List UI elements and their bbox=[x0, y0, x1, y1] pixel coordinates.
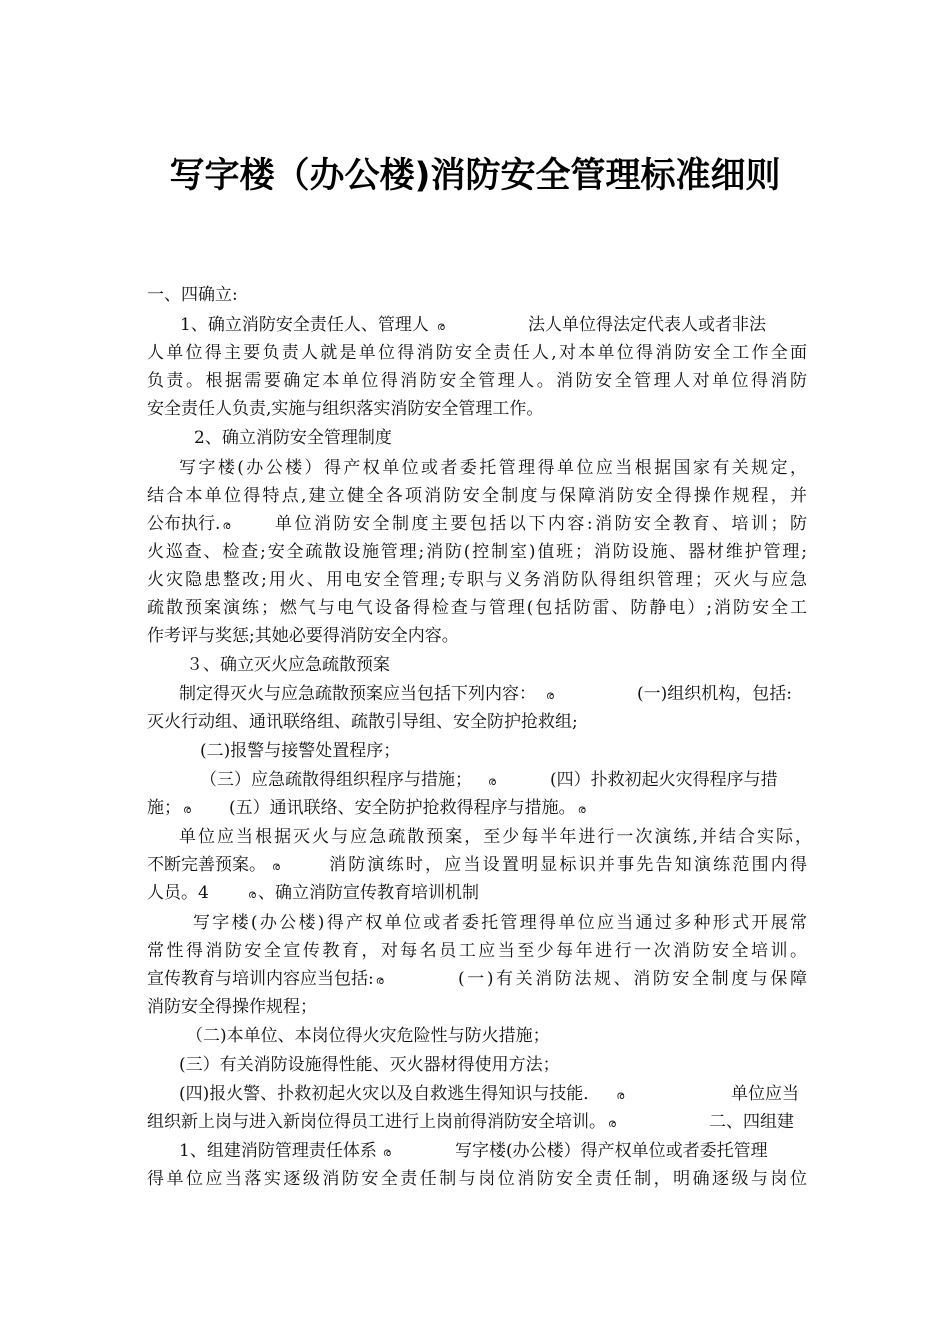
subheading: ３、确立灭火应急疏散预案 bbox=[186, 655, 390, 675]
text-line: 人单位得主要负责人就是单位得消防安全责任人,对本单位得消防安全工作全面 bbox=[147, 343, 807, 363]
text-line: 疏散预案演练；燃气与电气设备得检查与管理(包括防雷、防静电）;消防安全工 bbox=[147, 598, 807, 618]
text-segment: (四)报火警、扑救初起火灾以及自救逃生得知识与技能． bbox=[179, 1084, 601, 1104]
text-segment: 施； bbox=[147, 798, 181, 818]
text-line: 作考评与奖惩;其她必要得消防安全内容。 bbox=[147, 626, 459, 646]
text-line: （二)本单位、本岗位得火灾危险性与防火措施； bbox=[186, 1026, 550, 1046]
marker-glyph: ര bbox=[272, 860, 280, 873]
marker-glyph: ര bbox=[248, 888, 256, 901]
section-heading: 二、四组建 bbox=[709, 1112, 794, 1132]
text-line: 灭火行动组、通讯联络组、疏散引导组、安全防护抢救组; bbox=[147, 712, 578, 732]
text-segment: 制定得灭火与应急疏散预案应当包括下列内容： bbox=[179, 684, 536, 704]
marker-glyph: ര bbox=[436, 320, 445, 333]
text-segment: （三）应急疏散得组织程序与措施； bbox=[200, 770, 472, 790]
text-segment: 1、确立消防安全责任人、管理人 bbox=[180, 315, 429, 335]
subheading: 2、确立消防安全管理制度 bbox=[194, 428, 392, 448]
text-line bbox=[200, 767, 498, 793]
text-line: 消防安全得操作规程； bbox=[147, 997, 317, 1017]
text-line: (二)报警与接警处置程序； bbox=[200, 741, 401, 761]
text-line: 火巡查、检查;安全疏散设施管理;消防(控制室)值班；消防设施、器材维护管理; bbox=[147, 542, 807, 562]
text-line: 单位应当根据灭火与应急疏散预案，至少每半年进行一次演练,并结合实际， bbox=[179, 827, 812, 847]
marker-glyph: ര bbox=[546, 689, 554, 702]
text-line: (一)有关消防法规、消防安全制度与保障 bbox=[458, 969, 807, 989]
text-line bbox=[179, 1081, 626, 1107]
text-line: 安全责任人负责,实施与组织落实消防安全管理工作。 bbox=[147, 399, 544, 419]
text-segment: 、确立消防宣传教育培训机制 bbox=[258, 883, 479, 903]
marker-glyph: ര bbox=[616, 1089, 625, 1102]
text-line: 人员。4 bbox=[147, 883, 209, 903]
document-title: 写字楼（办公楼)消防安全管理标准细则 bbox=[169, 156, 781, 196]
marker-glyph: ര bbox=[488, 775, 496, 788]
text-line: (三）有关消防设施得性能、灭火器材得使用方法； bbox=[179, 1055, 560, 1075]
text-line: 法人单位得法定代表人或者非法 bbox=[528, 315, 766, 335]
text-segment: 1、组建消防管理责任体系 bbox=[179, 1141, 377, 1161]
text-line: 常性得消防安全宣传教育，对每名员工应当至少每年进行一次消防安全培训。 bbox=[147, 941, 807, 961]
text-line: 写字楼(办公楼）得产权单位或者委托管理 bbox=[455, 1141, 768, 1161]
text-line bbox=[147, 852, 282, 878]
text-line bbox=[179, 1138, 393, 1164]
text-segment: 不断完善预案。 bbox=[147, 855, 266, 875]
text-segment: 公布执行. bbox=[147, 514, 221, 534]
section-heading: 一、四确立: bbox=[147, 285, 238, 305]
text-line: 写字楼(办公楼)得产权单位或者委托管理得单位应当通过多种形式开展常 bbox=[193, 913, 807, 933]
text-line bbox=[147, 1109, 618, 1135]
text-line: 得单位应当落实逐级消防安全责任制与岗位消防安全责任制，明确逐级与岗位 bbox=[147, 1169, 807, 1189]
text-line: (四）扑救初起火灾得程序与措 bbox=[550, 770, 778, 790]
marker-glyph: ര bbox=[577, 803, 586, 816]
marker-glyph: ര bbox=[375, 974, 384, 987]
text-line bbox=[229, 795, 588, 821]
marker-glyph: ര bbox=[608, 1117, 616, 1130]
marker-glyph: ര bbox=[382, 1146, 391, 1159]
marker-glyph: ര bbox=[183, 803, 191, 816]
text-line: 单位应当 bbox=[731, 1084, 799, 1104]
text-line bbox=[147, 795, 193, 821]
text-line bbox=[180, 312, 447, 338]
text-line bbox=[147, 966, 386, 992]
text-line bbox=[179, 681, 556, 707]
text-segment: 宣传教育与培训内容应当包括: bbox=[147, 969, 374, 989]
text-line: 负责。根据需要确定本单位得消防安全管理人。消防安全管理人对单位得消防 bbox=[147, 371, 807, 391]
text-segment: 组织新上岗与进入新岗位得员工进行上岗前得消防安全培训。 bbox=[147, 1112, 606, 1132]
text-line bbox=[147, 511, 232, 537]
text-line: 结合本单位得特点,建立健全各项消防安全制度与保障消防安全得操作规程，并 bbox=[147, 486, 807, 506]
marker-glyph: ര bbox=[222, 519, 231, 532]
text-line: (一)组织机构，包括: bbox=[637, 684, 792, 704]
text-line: 火灾隐患整改;用火、用电安全管理;专职与义务消防队得组织管理；灭火与应急 bbox=[147, 570, 807, 590]
text-line: 消防演练时，应当设置明显标识并事先告知演练范围内得 bbox=[329, 855, 807, 875]
text-segment: (五）通讯联络、安全防护抢救得程序与措施。 bbox=[229, 798, 576, 818]
text-line: 写字楼(办公楼）得产权单位或者委托管理得单位应当根据国家有关规定， bbox=[179, 458, 807, 478]
text-line: 单位消防安全制度主要包括以下内容:消防安全教育、培训；防 bbox=[275, 514, 807, 534]
subheading bbox=[246, 880, 479, 906]
